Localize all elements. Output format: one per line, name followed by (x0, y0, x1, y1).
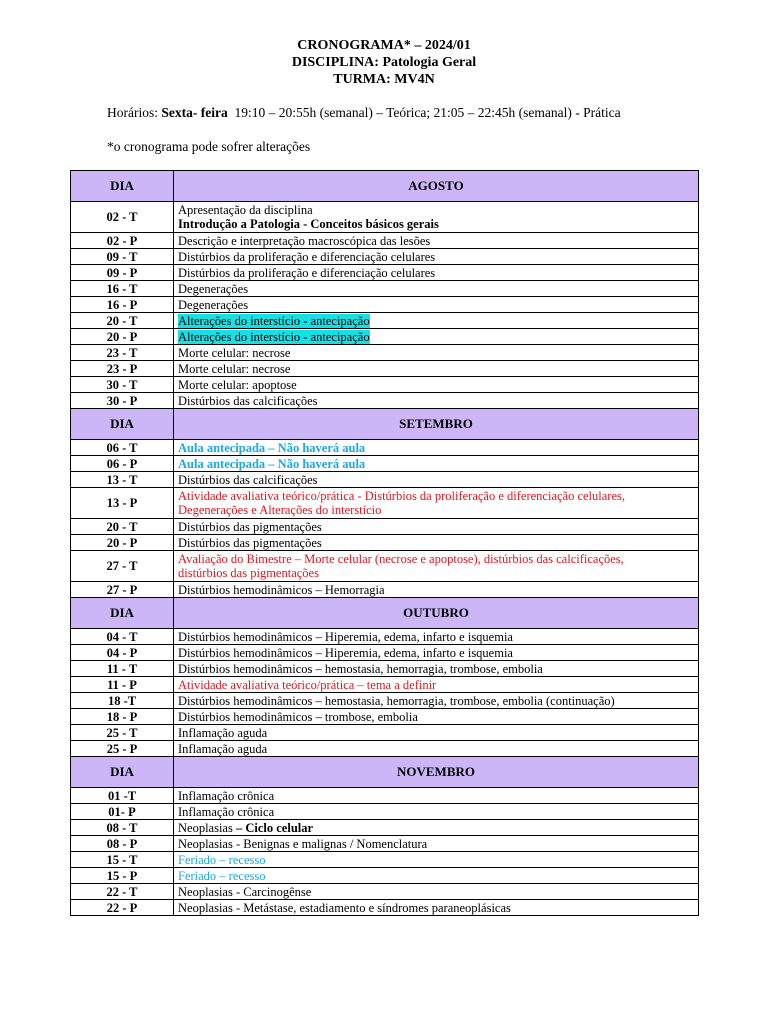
topic-line (178, 330, 694, 344)
month-name: OUTUBRO (174, 598, 699, 629)
topic-cell (174, 249, 699, 265)
topic-text: Morte celular: necrose (178, 345, 291, 360)
topic-line (178, 503, 694, 517)
day-cell: 04 - P (71, 645, 174, 661)
topic-text: Degenerações e Alterações do interstício (178, 503, 382, 517)
topic-line (178, 694, 694, 708)
topic-cell (174, 361, 699, 377)
day-cell: 09 - T (71, 249, 174, 265)
topic-line (178, 457, 694, 471)
document-header (0, 37, 768, 88)
day-cell: 06 - T (71, 440, 174, 456)
topic-line (178, 266, 694, 280)
day-cell: 01 -T (71, 788, 174, 804)
topic-text: Neoplasias - Carcinogênse (178, 884, 312, 899)
topic-line (178, 473, 694, 487)
topic-line (178, 250, 694, 264)
table-row (71, 519, 699, 535)
day-cell: 04 - T (71, 629, 174, 645)
topic-cell (174, 535, 699, 551)
day-cell: 02 - T (71, 202, 174, 233)
topic-line (178, 520, 694, 534)
topic-text: Distúrbios hemodinâmicos – Hemorragia (178, 582, 385, 597)
table-row (71, 725, 699, 741)
table-row (71, 393, 699, 409)
topic-text: Distúrbios da proliferação e diferenciação celulares (178, 265, 436, 280)
month-name: AGOSTO (174, 171, 699, 202)
month-header-row (71, 757, 699, 788)
topic-text: Inflamação aguda (178, 741, 268, 756)
topic-cell (174, 377, 699, 393)
topic-text: Inflamação crônica (178, 788, 275, 803)
topic-line (178, 314, 694, 328)
day-cell: 23 - P (71, 361, 174, 377)
topic-line (178, 789, 694, 803)
topic-line (178, 821, 694, 835)
day-cell: 08 - T (71, 820, 174, 836)
topic-line (178, 742, 694, 756)
table-row (71, 741, 699, 757)
topic-line (178, 346, 694, 360)
table-row (71, 329, 699, 345)
topic-line (178, 583, 694, 597)
topic-line (178, 552, 694, 566)
topic-line (178, 394, 694, 408)
topic-text: Distúrbios das pigmentações (178, 519, 322, 534)
topic-line (178, 885, 694, 899)
topic-cell (174, 582, 699, 598)
topic-line (178, 378, 694, 392)
table-row (71, 804, 699, 820)
topic-text: Distúrbios hemodinâmicos – hemostasia, hemorragia, trombose, embolia (continuação) (178, 693, 615, 708)
topic-text: – Ciclo celular (235, 820, 314, 835)
table-row (71, 582, 699, 598)
table-row (71, 313, 699, 329)
topic-cell (174, 852, 699, 868)
month-header-row (71, 171, 699, 202)
topic-cell (174, 820, 699, 836)
table-row (71, 440, 699, 456)
topic-cell (174, 741, 699, 757)
table-row (71, 297, 699, 313)
topic-cell (174, 297, 699, 313)
class-hours (107, 105, 621, 121)
topic-line (178, 710, 694, 724)
topic-line (178, 837, 694, 851)
table-row (71, 868, 699, 884)
topic-line (178, 901, 694, 915)
month-name: SETEMBRO (174, 409, 699, 440)
topic-cell (174, 900, 699, 916)
topic-text: Atividade avaliativa teórico/prática - Distúrbios da proliferação e diferenciação celulares, (178, 489, 626, 503)
topic-text: Atividade avaliativa teórico/prática – tema a definir (178, 677, 437, 692)
topic-text: Inflamação aguda (178, 725, 268, 740)
topic-text: Aula antecipada – Não haverá aula (178, 456, 366, 471)
table-row (71, 249, 699, 265)
class-title: TURMA: MV4N (333, 72, 435, 87)
day-cell: 16 - P (71, 297, 174, 313)
topic-text: Introdução a Patologia - Conceitos básicos gerais (178, 217, 439, 231)
topic-line (178, 869, 694, 883)
table-row (71, 661, 699, 677)
table-row (71, 884, 699, 900)
schedule-title: CRONOGRAMA* – 2024/01 (297, 38, 471, 53)
day-cell: 13 - T (71, 472, 174, 488)
topic-cell (174, 202, 699, 233)
day-cell: 08 - P (71, 836, 174, 852)
topic-line (178, 362, 694, 376)
topic-text: Inflamação crônica (178, 804, 275, 819)
topic-cell (174, 281, 699, 297)
table-row (71, 281, 699, 297)
day-column-header: DIA (71, 598, 174, 629)
topic-text: Avaliação do Bimestre – Morte celular (necrose e apoptose), distúrbios das calcificações, (178, 552, 624, 566)
day-cell: 30 - P (71, 393, 174, 409)
day-cell: 25 - P (71, 741, 174, 757)
table-row (71, 629, 699, 645)
table-row (71, 551, 699, 582)
topic-cell (174, 836, 699, 852)
topic-cell (174, 629, 699, 645)
topic-cell (174, 313, 699, 329)
topic-text: Morte celular: necrose (178, 361, 291, 376)
topic-cell (174, 329, 699, 345)
topic-cell (174, 804, 699, 820)
table-row (71, 852, 699, 868)
topic-text: Distúrbios das calcificações (178, 393, 318, 408)
topic-cell (174, 233, 699, 249)
topic-line (178, 646, 694, 660)
day-cell: 18 - P (71, 709, 174, 725)
day-cell: 20 - P (71, 535, 174, 551)
schedule-table-body (71, 171, 699, 916)
topic-line (178, 203, 694, 217)
topic-line (178, 234, 694, 248)
topic-cell (174, 693, 699, 709)
topic-text: Alterações do interstício - antecipação (178, 313, 370, 328)
topic-text: Distúrbios hemodinâmicos – trombose, embolia (178, 709, 418, 724)
topic-cell (174, 725, 699, 741)
topic-cell (174, 519, 699, 535)
table-row (71, 265, 699, 281)
hours-label: Horários: (107, 105, 162, 120)
table-row (71, 202, 699, 233)
topic-cell (174, 661, 699, 677)
day-cell: 23 - T (71, 345, 174, 361)
topic-text: Degenerações (178, 297, 249, 312)
topic-cell (174, 677, 699, 693)
topic-cell (174, 345, 699, 361)
topic-text: distúrbios das pigmentações (178, 566, 319, 580)
topic-line (178, 217, 694, 231)
day-cell: 18 -T (71, 693, 174, 709)
topic-line (178, 678, 694, 692)
schedule-note: *o cronograma pode sofrer alterações (107, 139, 311, 154)
table-row (71, 456, 699, 472)
day-cell: 13 - P (71, 488, 174, 519)
day-cell: 02 - P (71, 233, 174, 249)
topic-cell (174, 868, 699, 884)
topic-line (178, 441, 694, 455)
table-row (71, 488, 699, 519)
table-row (71, 361, 699, 377)
topic-line (178, 805, 694, 819)
month-header-row (71, 409, 699, 440)
table-row (71, 345, 699, 361)
day-cell: 11 - P (71, 677, 174, 693)
topic-cell (174, 645, 699, 661)
table-row (71, 709, 699, 725)
topic-cell (174, 456, 699, 472)
topic-text: Distúrbios da proliferação e diferenciação celulares (178, 249, 436, 264)
day-cell: 20 - T (71, 313, 174, 329)
topic-cell (174, 551, 699, 582)
table-row (71, 836, 699, 852)
topic-line (178, 489, 694, 503)
hours-text: 19:10 – 20:55h (semanal) – Teórica; 21:05 – 22:45h (semanal) - Prática (227, 105, 621, 120)
day-cell: 20 - P (71, 329, 174, 345)
topic-text: Alterações do interstício - antecipação (178, 329, 370, 344)
day-cell: 22 - T (71, 884, 174, 900)
table-row (71, 677, 699, 693)
day-cell: 06 - P (71, 456, 174, 472)
day-cell: 11 - T (71, 661, 174, 677)
topic-text: Neoplasias - Metástase, estadiamento e síndromes paraneoplásicas (178, 900, 511, 915)
topic-line (178, 630, 694, 644)
day-column-header: DIA (71, 757, 174, 788)
day-cell: 15 - P (71, 868, 174, 884)
discipline-title: DISCIPLINA: Patologia Geral (291, 55, 477, 70)
topic-text: Distúrbios das calcificações (178, 472, 318, 487)
topic-cell (174, 440, 699, 456)
topic-text: Distúrbios das pigmentações (178, 535, 322, 550)
topic-cell (174, 265, 699, 281)
day-cell: 09 - P (71, 265, 174, 281)
day-cell: 25 - T (71, 725, 174, 741)
topic-text: Neoplasias (178, 820, 236, 835)
topic-text: Feriado – recesso (178, 868, 266, 883)
topic-line (178, 662, 694, 676)
topic-line (178, 853, 694, 867)
month-name: NOVEMBRO (174, 757, 699, 788)
day-cell: 01- P (71, 804, 174, 820)
topic-text: Feriado – recesso (178, 852, 266, 867)
topic-line (178, 282, 694, 296)
day-column-header: DIA (71, 171, 174, 202)
topic-text: Morte celular: apoptose (178, 377, 297, 392)
table-row (71, 788, 699, 804)
topic-text: Distúrbios hemodinâmicos – hemostasia, hemorragia, trombose, embolia (178, 661, 543, 676)
day-column-header: DIA (71, 409, 174, 440)
topic-cell (174, 709, 699, 725)
table-row (71, 645, 699, 661)
topic-line (178, 566, 694, 580)
day-cell: 16 - T (71, 281, 174, 297)
topic-text: Aula antecipada – Não haverá aula (178, 440, 366, 455)
table-row (71, 472, 699, 488)
topic-text: Distúrbios hemodinâmicos – Hiperemia, edema, infarto e isquemia (178, 629, 513, 644)
topic-cell (174, 472, 699, 488)
table-row (71, 377, 699, 393)
topic-cell (174, 884, 699, 900)
day-cell: 20 - T (71, 519, 174, 535)
topic-text: Apresentação da disciplina (178, 203, 313, 217)
schedule-table (70, 170, 699, 916)
table-row (71, 535, 699, 551)
topic-cell (174, 788, 699, 804)
table-row (71, 693, 699, 709)
topic-line (178, 536, 694, 550)
topic-line (178, 298, 694, 312)
topic-text: Neoplasias - Benignas e malignas / Nomenclatura (178, 836, 428, 851)
topic-text: Distúrbios hemodinâmicos – Hiperemia, edema, infarto e isquemia (178, 645, 513, 660)
day-cell: 22 - P (71, 900, 174, 916)
day-cell: 27 - T (71, 551, 174, 582)
topic-text: Descrição e interpretação macroscópica das lesões (178, 233, 431, 248)
topic-line (178, 726, 694, 740)
day-cell: 27 - P (71, 582, 174, 598)
topic-text: Degenerações (178, 281, 249, 296)
table-row (71, 820, 699, 836)
month-header-row (71, 598, 699, 629)
hours-day: Sexta- feira (161, 105, 228, 120)
table-row (71, 233, 699, 249)
day-cell: 15 - T (71, 852, 174, 868)
topic-cell (174, 488, 699, 519)
day-cell: 30 - T (71, 377, 174, 393)
table-row (71, 900, 699, 916)
topic-cell (174, 393, 699, 409)
